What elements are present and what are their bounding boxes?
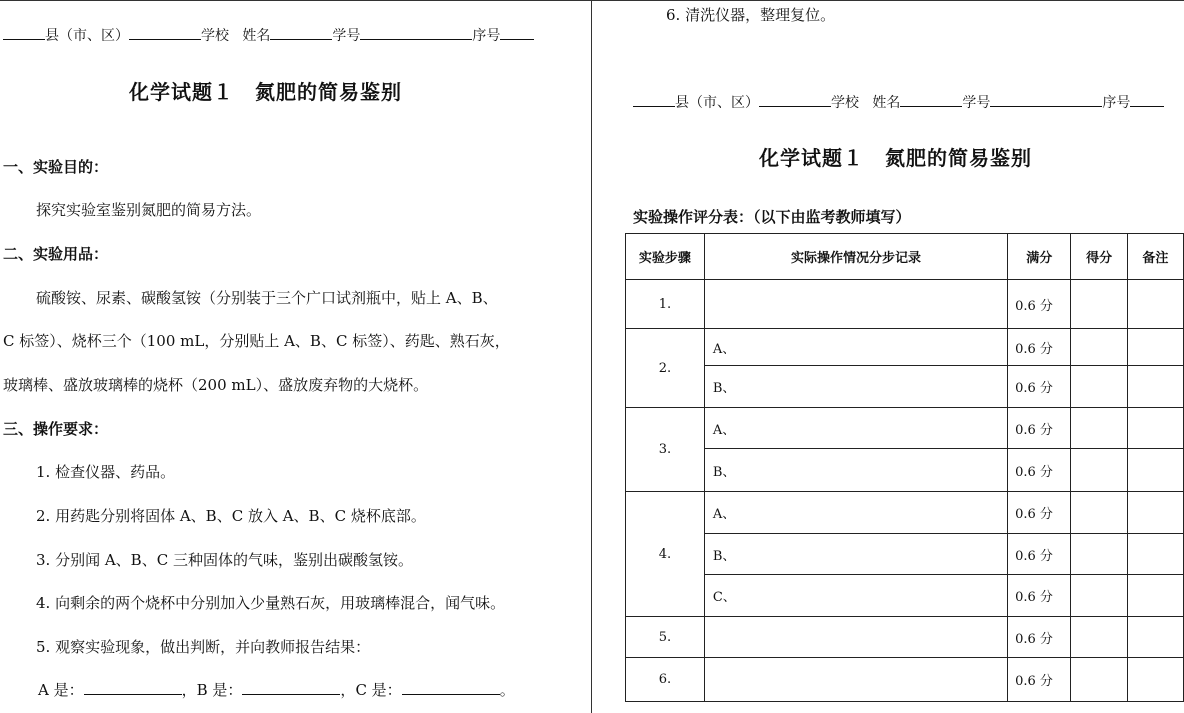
section2-heading: 二、实验用品： — [3, 245, 109, 263]
answer-period: 。 — [499, 681, 515, 699]
record-cell[interactable]: A、 — [704, 329, 1007, 366]
page-top-border — [0, 0, 1184, 1]
record-cell[interactable]: B、 — [704, 449, 1007, 492]
school-blank[interactable] — [129, 25, 201, 40]
answer-comma: ， — [340, 681, 356, 699]
table-row — [626, 280, 1184, 329]
record-cell[interactable] — [704, 658, 1007, 702]
table-row — [626, 617, 1184, 658]
note-cell[interactable] — [1127, 575, 1183, 617]
student-no-label: 学号 — [332, 28, 361, 44]
county-label: 县（市、区） — [675, 95, 759, 111]
full-score-cell: 0.6 分 — [1008, 575, 1071, 617]
seq-no-blank[interactable] — [500, 25, 534, 40]
answer-a-label: A 是： — [38, 681, 84, 699]
record-cell[interactable]: A、 — [704, 492, 1007, 534]
note-cell[interactable] — [1127, 617, 1183, 658]
header-step: 实验步骤 — [626, 234, 705, 280]
table-row — [626, 658, 1184, 702]
record-cell[interactable] — [704, 280, 1007, 329]
answer-a-blank[interactable] — [84, 680, 182, 695]
header-record: 实际操作情况分步记录 — [704, 234, 1007, 280]
header-note: 备注 — [1127, 234, 1183, 280]
score-cell[interactable] — [1071, 492, 1127, 534]
note-cell[interactable] — [1127, 280, 1183, 329]
full-score-cell: 0.6 分 — [1008, 492, 1071, 534]
full-score-cell: 0.6 分 — [1008, 280, 1071, 329]
record-cell[interactable]: B、 — [704, 534, 1007, 575]
seq-no-label: 序号 — [1102, 95, 1131, 111]
answer-c-blank[interactable] — [402, 680, 500, 695]
step-cell: 6. — [626, 658, 705, 702]
operation-step-6: 6. 清洗仪器，整理复位。 — [666, 6, 836, 24]
answer-c-label: C 是： — [355, 681, 402, 699]
section1-heading: 一、实验目的： — [3, 158, 109, 176]
page-divider — [591, 0, 592, 713]
operation-step: 2. 用药匙分别将固体 A、B、C 放入 A、B、C 烧杯底部。 — [36, 507, 426, 525]
record-cell[interactable] — [704, 617, 1007, 658]
left-info-line — [3, 25, 534, 45]
student-no-blank[interactable] — [990, 92, 1102, 107]
left-page-title: 化学试题１ 氮肥的简易鉴别 — [129, 80, 402, 104]
table-caption: 实验操作评分表：（以下由监考教师填写） — [633, 208, 911, 226]
note-cell[interactable] — [1127, 658, 1183, 702]
full-score-cell: 0.6 分 — [1008, 534, 1071, 575]
county-blank[interactable] — [633, 92, 675, 107]
answer-b-label: B 是： — [196, 681, 243, 699]
section2-line: C 标签）、烧杯三个（100 mL，分别贴上 A、B、C 标签）、药匙、熟石灰， — [3, 332, 510, 350]
table-row — [626, 366, 1184, 408]
operation-step: 1. 检查仪器、药品。 — [36, 463, 176, 481]
section2-line: 玻璃棒、盛放玻璃棒的烧杯（200 mL）、盛放废弃物的大烧杯。 — [3, 376, 429, 394]
step-cell: 5. — [626, 617, 705, 658]
table-row — [626, 575, 1184, 617]
note-cell[interactable] — [1127, 366, 1183, 408]
note-cell[interactable] — [1127, 408, 1183, 449]
score-cell[interactable] — [1071, 329, 1127, 366]
table-row — [626, 449, 1184, 492]
right-info-line — [633, 92, 1164, 112]
school-label: 学校 — [201, 28, 229, 44]
full-score-cell: 0.6 分 — [1008, 617, 1071, 658]
answer-comma: ， — [181, 681, 197, 699]
record-cell[interactable]: C、 — [704, 575, 1007, 617]
scoring-table — [625, 233, 1184, 702]
name-blank[interactable] — [900, 92, 962, 107]
seq-no-blank[interactable] — [1130, 92, 1164, 107]
student-no-label: 学号 — [962, 95, 991, 111]
school-blank[interactable] — [759, 92, 831, 107]
section1-body: 探究实验室鉴别氮肥的简易方法。 — [36, 201, 262, 219]
section3-heading: 三、操作要求： — [3, 420, 109, 438]
score-cell[interactable] — [1071, 408, 1127, 449]
name-blank[interactable] — [270, 25, 332, 40]
step-cell: 1. — [626, 280, 705, 329]
full-score-cell: 0.6 分 — [1008, 449, 1071, 492]
header-score: 得分 — [1071, 234, 1127, 280]
right-page-title: 化学试题１ 氮肥的简易鉴别 — [759, 146, 1032, 170]
operation-step: 4. 向剩余的两个烧杯中分别加入少量熟石灰，用玻璃棒混合，闻气味。 — [36, 594, 506, 612]
score-cell[interactable] — [1071, 575, 1127, 617]
school-label: 学校 — [831, 95, 859, 111]
note-cell[interactable] — [1127, 534, 1183, 575]
full-score-cell: 0.6 分 — [1008, 658, 1071, 702]
step-cell: 2. — [626, 329, 705, 408]
record-cell[interactable]: A、 — [704, 408, 1007, 449]
seq-no-label: 序号 — [472, 28, 501, 44]
note-cell[interactable] — [1127, 449, 1183, 492]
note-cell[interactable] — [1127, 492, 1183, 534]
operation-step: 3. 分别闻 A、B、C 三种固体的气味，鉴别出碳酸氢铵。 — [36, 551, 413, 569]
table-row — [626, 492, 1184, 534]
table-row — [626, 534, 1184, 575]
table-row — [626, 329, 1184, 366]
operation-step: 5. 观察实验现象，做出判断，并向教师报告结果： — [36, 638, 371, 656]
header-full-score: 满分 — [1008, 234, 1071, 280]
student-no-blank[interactable] — [360, 25, 472, 40]
score-cell[interactable] — [1071, 449, 1127, 492]
full-score-cell: 0.6 分 — [1008, 366, 1071, 408]
county-blank[interactable] — [3, 25, 45, 40]
name-label: 姓名 — [872, 95, 901, 111]
step-cell: 3. — [626, 408, 705, 492]
record-cell[interactable]: B、 — [704, 366, 1007, 408]
full-score-cell: 0.6 分 — [1008, 408, 1071, 449]
note-cell[interactable] — [1127, 329, 1183, 366]
answer-b-blank[interactable] — [242, 680, 340, 695]
score-cell[interactable] — [1071, 366, 1127, 408]
section2-line: 硫酸铵、尿素、碳酸氢铵（分别装于三个广口试剂瓶中，贴上 A、B、 — [36, 289, 498, 307]
answer-line — [38, 679, 515, 700]
table-header-row — [626, 234, 1184, 280]
name-label: 姓名 — [242, 28, 271, 44]
score-cell[interactable] — [1071, 658, 1127, 702]
full-score-cell: 0.6 分 — [1008, 329, 1071, 366]
table-row — [626, 408, 1184, 449]
county-label: 县（市、区） — [45, 28, 129, 44]
step-cell: 4. — [626, 492, 705, 617]
score-cell[interactable] — [1071, 280, 1127, 329]
score-cell[interactable] — [1071, 617, 1127, 658]
score-cell[interactable] — [1071, 534, 1127, 575]
